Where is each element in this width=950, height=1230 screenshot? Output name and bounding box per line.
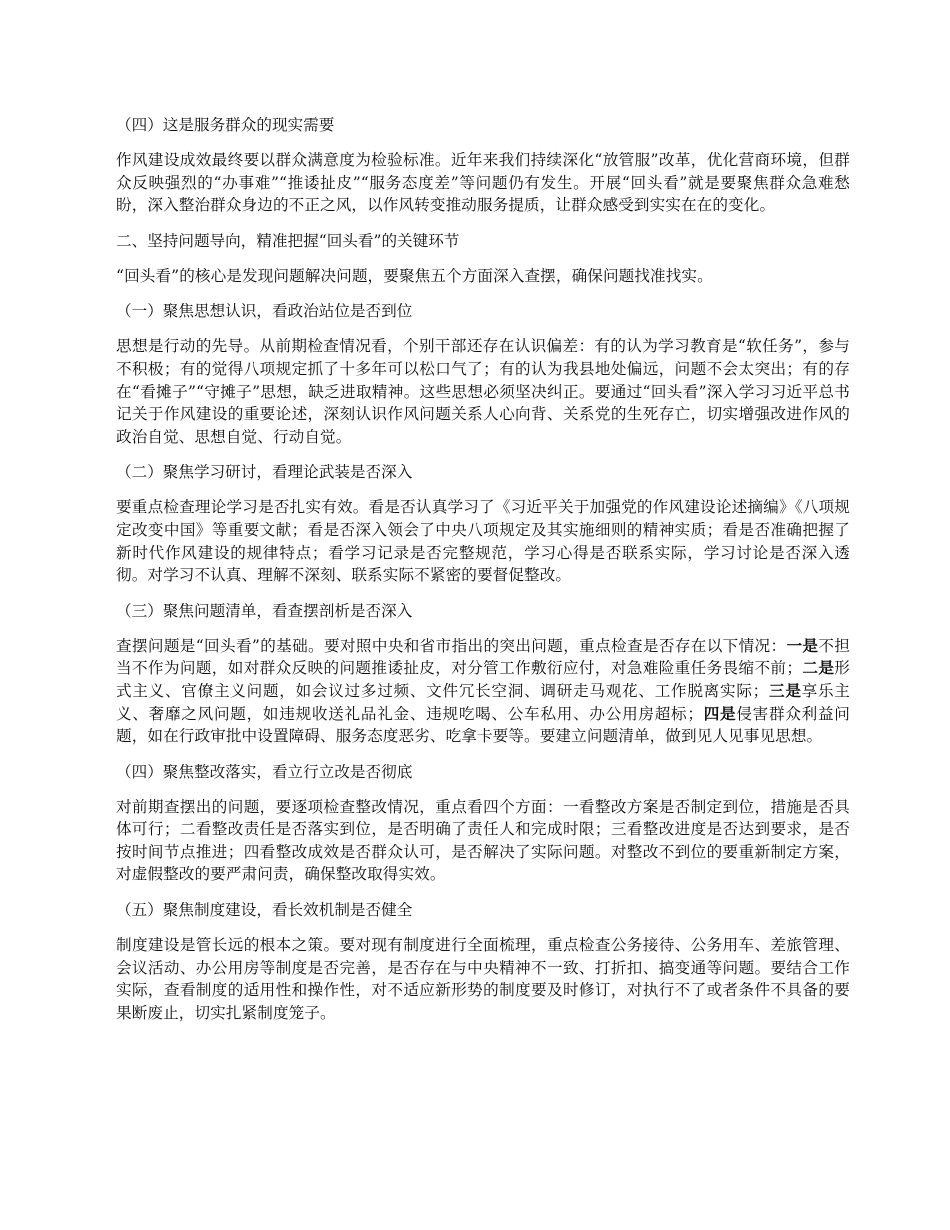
focus-3-lead: 查摆问题是“回头看”的基础。要对照中央和省市指出的突出问题，重点检查是否存在以下情况： — [116, 636, 787, 655]
heading-focus-2: （二）聚焦学习研讨，看理论武装是否深入 — [116, 463, 413, 482]
focus-3-item-3-label: 三是 — [768, 680, 802, 700]
focus-3-item-2: 形式主义、官僚主义问题，如会议过多过频、文件冗长空洞、调研走马观花、工作脱离实际； — [116, 659, 850, 700]
focus-3-item-2-label: 二是 — [802, 658, 835, 678]
paragraph-focus-3 — [116, 635, 850, 748]
paragraph-service-need: 作风建设成效最终要以群众满意度为检验标准。近年来我们持续深化“放管服”改革，优化营商环境，但群众反映强烈的“办事难”“推诿扯皮”“服务态度差”等问题仍有发生。开展“回头看”就是要聚焦群众急难愁盼，深入整治群众身边的不正之风，以作风转变推动服务提质，让群众感受到实实在在的变化。 — [116, 151, 850, 215]
document-body — [116, 113, 850, 1036]
focus-3-item-4: 侵害群众利益问题，如在行政审批中设置障碍、服务态度恶劣、吃拿卡要等。要建立问题清单，做到见人见事见思想。 — [116, 704, 850, 746]
paragraph-focus-5: 制度建设是管长远的根本之策。要对现有制度进行全面梳理，重点检查公务接待、公务用车、差旅管理、会议活动、办公用房等制度是否完善，是否存在与中央精神不一致、打折扣、搞变通等问题。要结合工作实际，查看制度的适用性和操作性，对不适应新形势的制度要及时修订，对执行不了或者条件不具备的要果断废止，切实扎紧制度笼子。 — [116, 936, 850, 1022]
focus-3-item-4-label: 四是 — [703, 703, 737, 723]
focus-3-item-3: 享乐主义、奢靡之风问题，如违规收送礼品礼金、违规吃喝、公车私用、办公用房超标； — [116, 681, 850, 723]
heading-service-need: （四）这是服务群众的现实需要 — [116, 116, 335, 134]
paragraph-focus-4: 对前期查摆出的问题，要逐项检查整改情况，重点看四个方面：一看整改方案是否制定到位，措施是否具体可行；二看整改责任是否落实到位，是否明确了责任人和完成时限；三看整改进度是否达到要求，是否按时间节点推进；四看整改成效是否群众认可，是否解决了实际问题。对整改不到位的要重新制定方案，对虚假整改的要严肃问责，确保整改取得实效。 — [116, 797, 850, 884]
heading-focus-4: （四）聚焦整改落实，看立行立改是否彻底 — [116, 762, 413, 781]
heading-focus-1: （一）聚焦思想认识，看政治站位是否到位 — [116, 302, 413, 321]
heading-focus-3: （三）聚焦问题清单，看查摆剖析是否深入 — [116, 601, 413, 620]
paragraph-focus-2: 要重点检查理论学习是否扎实有效。看是否认真学习了《习近平关于加强党的作风建设论述摘编》《八项规定改变中国》等重要文献；看是否深入领会了中央八项规定及其实施细则的精神实质；看是否准确把握了新时代作风建设的规律特点；看学习记录是否完整规范，学习心得是否联系实际，学习讨论是否深入透彻。对学习不认真、理解不深刻、联系实际不紧密的要督促整改。 — [116, 498, 850, 585]
paragraph-section-2-intro: “回头看”的核心是发现问题解决问题，要聚焦五个方面深入查摆，确保问题找准找实。 — [116, 266, 713, 285]
heading-focus-5: （五）聚焦制度建设，看长效机制是否健全 — [116, 901, 413, 920]
section-heading-2: 二、坚持问题导向，精准把握“回头看”的关键环节 — [116, 231, 460, 250]
focus-3-item-1-label: 一是 — [786, 635, 819, 655]
paragraph-focus-1: 思想是行动的先导。从前期检查情况看，个别干部还存在认识偏差：有的认为学习教育是“软任务”，参与不积极；有的觉得八项规定抓了十多年可以松口气了；有的认为我县地处偏远，问题不会太突出；有的存在“看摊子”“守摊子”思想，缺乏进取精神。这些思想必须坚决纠正。要通过“回头看”深入学习习近平总书记关于作风建设的重要论述，深刻认识作风问题关系人心向背、关系党的生死存亡，切实增强改进作风的政治自觉、思想自觉、行动自觉。 — [116, 337, 850, 446]
focus-3-item-1: 不担当不作为问题，如对群众反映的问题推诿扯皮，对分管工作敷衍应付，对急难险重任务畏缩不前； — [116, 636, 851, 678]
